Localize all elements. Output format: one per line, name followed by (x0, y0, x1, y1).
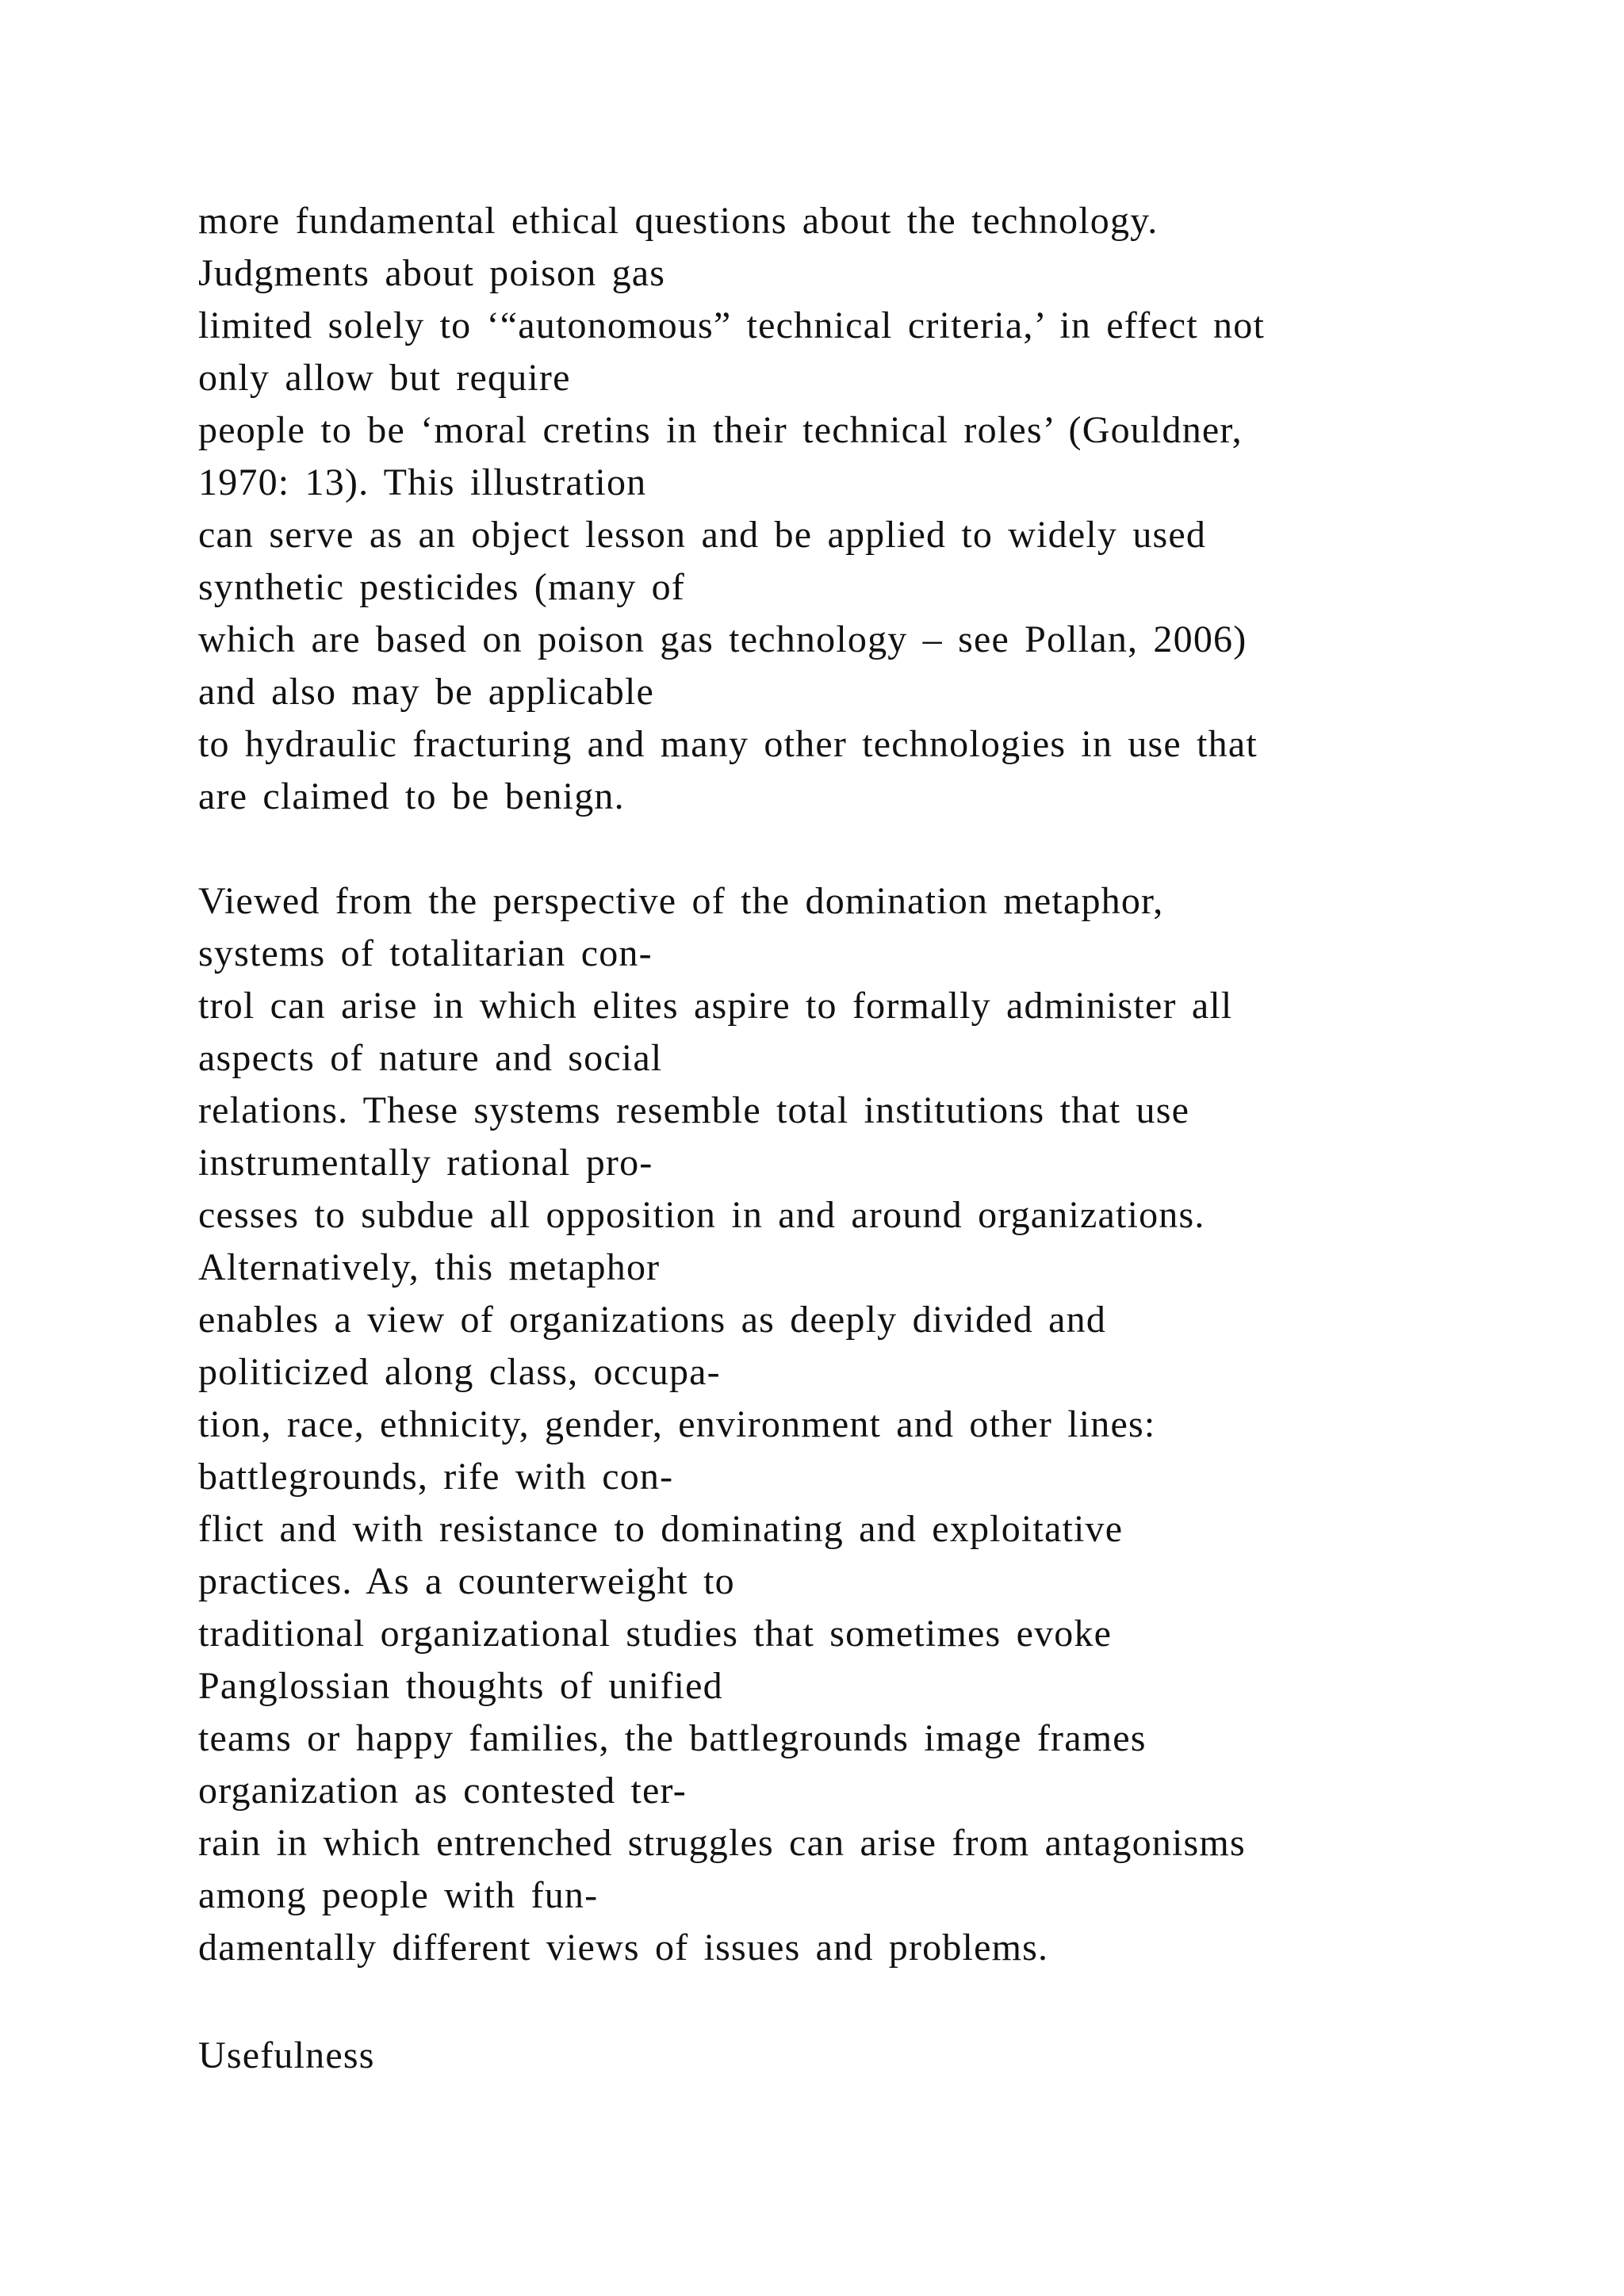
text-line: Judgments about poison gas (198, 252, 666, 294)
text-line: limited solely to ‘“autonomous” technical criteria,’ in effect not (198, 304, 1265, 346)
text-line: are claimed to be benign. (198, 775, 625, 817)
text-line: damentally different views of issues and problems. (198, 1927, 1049, 1969)
text-line: synthetic pesticides (many of (198, 566, 685, 608)
text-line: traditional organizational studies that sometimes evoke (198, 1613, 1113, 1655)
section-heading-usefulness (198, 2030, 1499, 2082)
text-line: battlegrounds, rife with con- (198, 1456, 674, 1498)
text-line: politicized along class, occupa- (198, 1351, 721, 1393)
text-line: to hydraulic fracturing and many other technologies in use that (198, 723, 1258, 765)
text-line: people to be ‘moral cretins in their technical roles’ (Gouldner, (198, 409, 1243, 451)
text-line: teams or happy families, the battlegrounds image frames (198, 1717, 1147, 1759)
paragraph-1 (198, 195, 1499, 823)
paragraph-2 (198, 875, 1499, 1974)
text-line: instrumentally rational pro- (198, 1142, 653, 1184)
text-line: Viewed from the perspective of the domination metaphor, (198, 880, 1164, 922)
text-line: cesses to subdue all opposition in and around organizations. (198, 1194, 1205, 1236)
heading-text: Usefulness (198, 2034, 375, 2076)
text-line: enables a view of organizations as deeply divided and (198, 1299, 1107, 1341)
text-line: practices. As a counterweight to (198, 1560, 735, 1602)
text-line: 1970: 13). This illustration (198, 461, 647, 503)
text-line: trol can arise in which elites aspire to formally administer all (198, 985, 1233, 1027)
text-line: Panglossian thoughts of unified (198, 1665, 723, 1707)
text-line: organization as contested ter- (198, 1770, 687, 1812)
text-line: Alternatively, this metaphor (198, 1246, 661, 1288)
text-line: tion, race, ethnicity, gender, environment and other lines: (198, 1403, 1156, 1445)
text-line: flict and with resistance to dominating and exploitative (198, 1508, 1124, 1550)
text-line: and also may be applicable (198, 671, 654, 713)
text-line: can serve as an object lesson and be applied to widely used (198, 514, 1207, 556)
text-line: more fundamental ethical questions about the technology. (198, 200, 1159, 242)
text-line: systems of totalitarian con- (198, 932, 653, 974)
text-line: which are based on poison gas technology – see Pollan, 2006) (198, 618, 1247, 660)
text-line: aspects of nature and social (198, 1037, 663, 1079)
text-line: among people with fun- (198, 1874, 599, 1916)
text-line: only allow but require (198, 357, 571, 399)
text-line: relations. These systems resemble total institutions that use (198, 1089, 1190, 1131)
text-line: rain in which entrenched struggles can arise from antagonisms (198, 1822, 1246, 1864)
